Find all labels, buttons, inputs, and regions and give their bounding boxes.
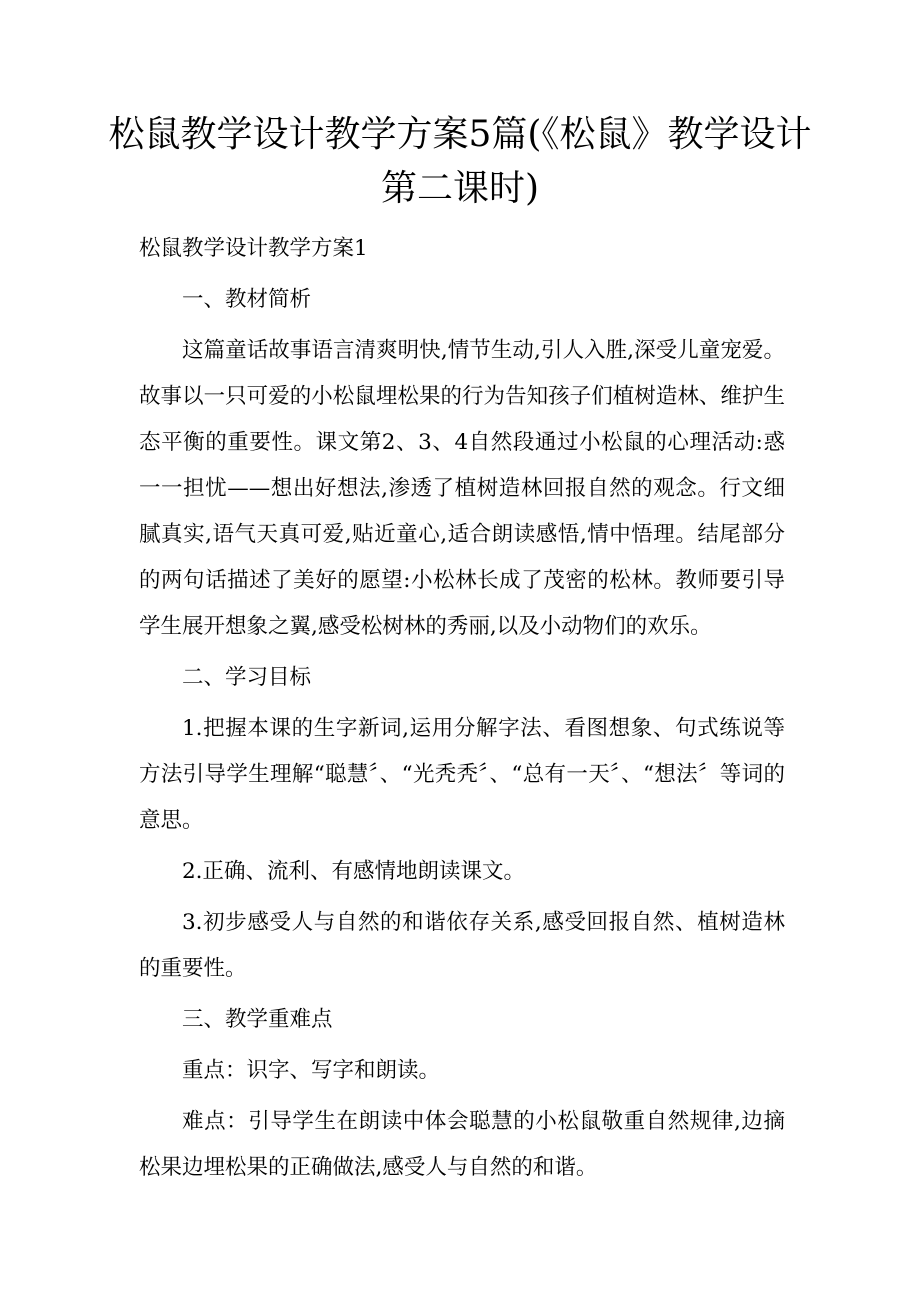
section-heading-plan: 松鼠教学设计教学方案1 (139, 236, 368, 261)
paragraph-goal-1: 1.把握本课的生字新词,运用分解字法、看图想象、句式练说等方法引导学生理解“聪慧〞、“光秃秃〞、“总有一天〞、“想法〞等词的意思。 (139, 716, 785, 833)
section-heading-key-points: 三、教学重难点 (182, 1007, 333, 1032)
paragraph-material-analysis: 这篇童话故事语言清爽明快,情节生动,引人入胜,深受儿童宠爱。故事以一只可爱的小松鼠埋松果的行为告知孩子们植树造林、维护生态平衡的重要性。课文第2、3、4自然段通过小松鼠的心理活动:惑一一担忧——想出好想法,渗透了植树造林回报自然的观念。行文细腻真实,语气天真可爱,贴近童心,适合朗读感悟,情中悟理。结尾部分的两句话描述了美好的愿望:小松林长成了茂密的松林。教师要引导学生展开想象之翼,感受松树林的秀丽,以及小动物们的欢乐。 (139, 338, 785, 639)
paragraph-goal-3: 3.初步感受人与自然的和谐依存关系,感受回报自然、植树造林的重要性。 (139, 910, 785, 981)
paragraph-key-point: 重点：识字、写字和朗读。 (182, 1058, 441, 1083)
section-heading-goals: 二、学习目标 (182, 665, 312, 690)
paragraph-difficulty: 难点：引导学生在朗读中体会聪慧的小松鼠敬重自然规律,边摘松果边埋松果的正确做法,感受人与自然的和谐。 (139, 1109, 785, 1180)
paragraph-goal-2: 2.正确、流利、有感情地朗读课文。 (182, 859, 526, 884)
section-heading-material: 一、教材简析 (182, 287, 312, 312)
document-body (139, 226, 785, 1196)
document-title: 松鼠教学设计教学方案5篇(《松鼠》教学设计第二课时) (108, 114, 812, 209)
